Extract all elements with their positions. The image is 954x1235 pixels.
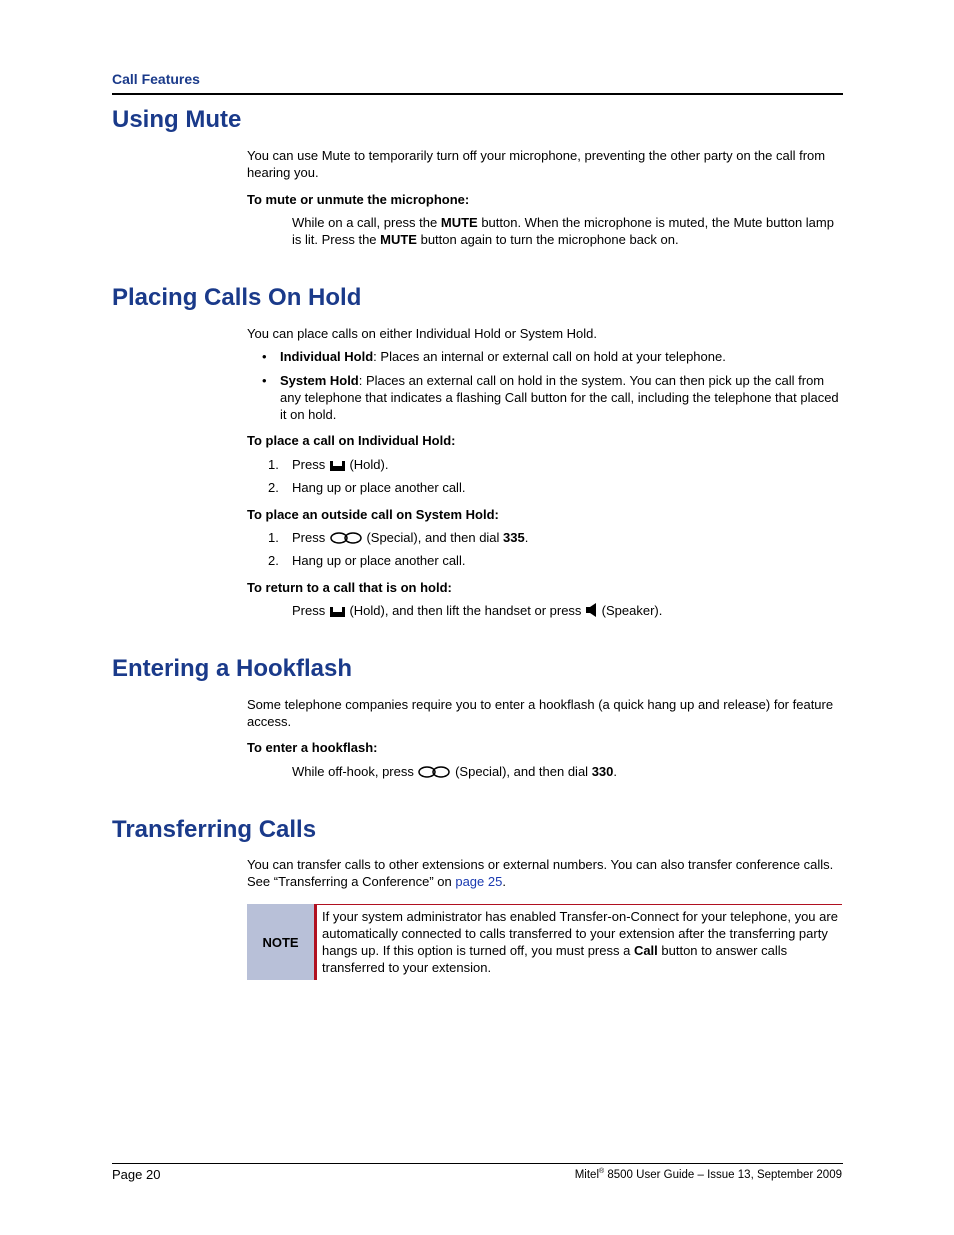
system-hold-procedure-title: To place an outside call on System Hold: <box>247 507 499 522</box>
bullet-marker: • <box>262 373 267 388</box>
bullet-marker: • <box>262 349 267 364</box>
note-label: NOTE <box>247 904 314 980</box>
step-number: 1. <box>268 457 279 472</box>
hookflash-step: While off-hook, press (Special), and then dial 330. <box>292 763 842 783</box>
return-call-procedure-title: To return to a call that is on hold: <box>247 580 452 595</box>
footer-rule <box>112 1163 843 1164</box>
special-icon <box>417 765 451 783</box>
note-box <box>247 904 842 980</box>
system-hold-step-1: Press (Special), and then dial 335. <box>292 529 842 549</box>
hold-icon <box>329 603 346 622</box>
mute-intro: You can use Mute to temporarily turn off your microphone, preventing the other party on the call from hearing you. <box>247 148 826 180</box>
special-icon <box>329 531 363 549</box>
step-number: 2. <box>268 480 279 495</box>
speaker-icon <box>585 602 598 622</box>
individual-hold-step-2: Hang up or place another call. <box>292 480 466 495</box>
individual-hold-procedure-title: To place a call on Individual Hold: <box>247 433 456 448</box>
bullet-system-hold: System Hold: Places an external call on hold in the system. You can then pick up the call from any telephone that indicates a flashing Call button for the call, including the telephone that placed it on hold. <box>280 373 839 422</box>
heading-entering-a-hookflash: Entering a Hookflash <box>112 655 353 682</box>
mute-step: While on a call, press the MUTE button. When the microphone is muted, the Mute button lamp is lit. Press the MUTE button again to turn the microphone back on. <box>292 215 834 247</box>
step-number: 1. <box>268 530 279 545</box>
page-25-link[interactable]: page 25 <box>455 874 503 889</box>
page-number: Page 20 <box>112 1167 161 1182</box>
hookflash-procedure-title: To enter a hookflash: <box>247 740 378 755</box>
transfer-intro: You can transfer calls to other extensions or external numbers. You can also transfer conference calls. See “Transferring a Conference” on page 25. <box>247 857 834 889</box>
hookflash-intro: Some telephone companies require you to enter a hookflash (a quick hang up and release) for feature access. <box>247 697 834 729</box>
heading-using-mute: Using Mute <box>112 106 242 133</box>
hold-icon <box>329 457 346 476</box>
note-text: If your system administrator has enabled Transfer-on-Connect for your telephone, you are automatically connected to calls transferred to your extension after the transferring party hangs up. If this option is turned off, you must press a Call button to answer calls transferred to your extension. <box>322 909 838 975</box>
system-hold-step-2: Hang up or place another call. <box>292 553 466 568</box>
note-divider <box>314 904 317 980</box>
heading-placing-calls-on-hold: Placing Calls On Hold <box>112 284 362 311</box>
bullet-individual-hold: Individual Hold: Places an internal or external call on hold at your telephone. <box>280 349 726 364</box>
note-top-rule <box>317 904 842 905</box>
mute-procedure-title: To mute or unmute the microphone: <box>247 192 470 207</box>
individual-hold-step-1: Press (Hold). <box>292 456 842 476</box>
hold-intro: You can place calls on either Individual Hold or System Hold. <box>247 326 597 341</box>
header-rule <box>112 93 843 95</box>
step-number: 2. <box>268 553 279 568</box>
document-title: Mitel® 8500 User Guide – Issue 13, September 2009 <box>574 1168 842 1181</box>
heading-transferring-calls: Transferring Calls <box>112 816 317 843</box>
return-call-step: Press (Hold), and then lift the handset or press (Speaker). <box>292 602 842 622</box>
section-header: Call Features <box>112 71 200 87</box>
